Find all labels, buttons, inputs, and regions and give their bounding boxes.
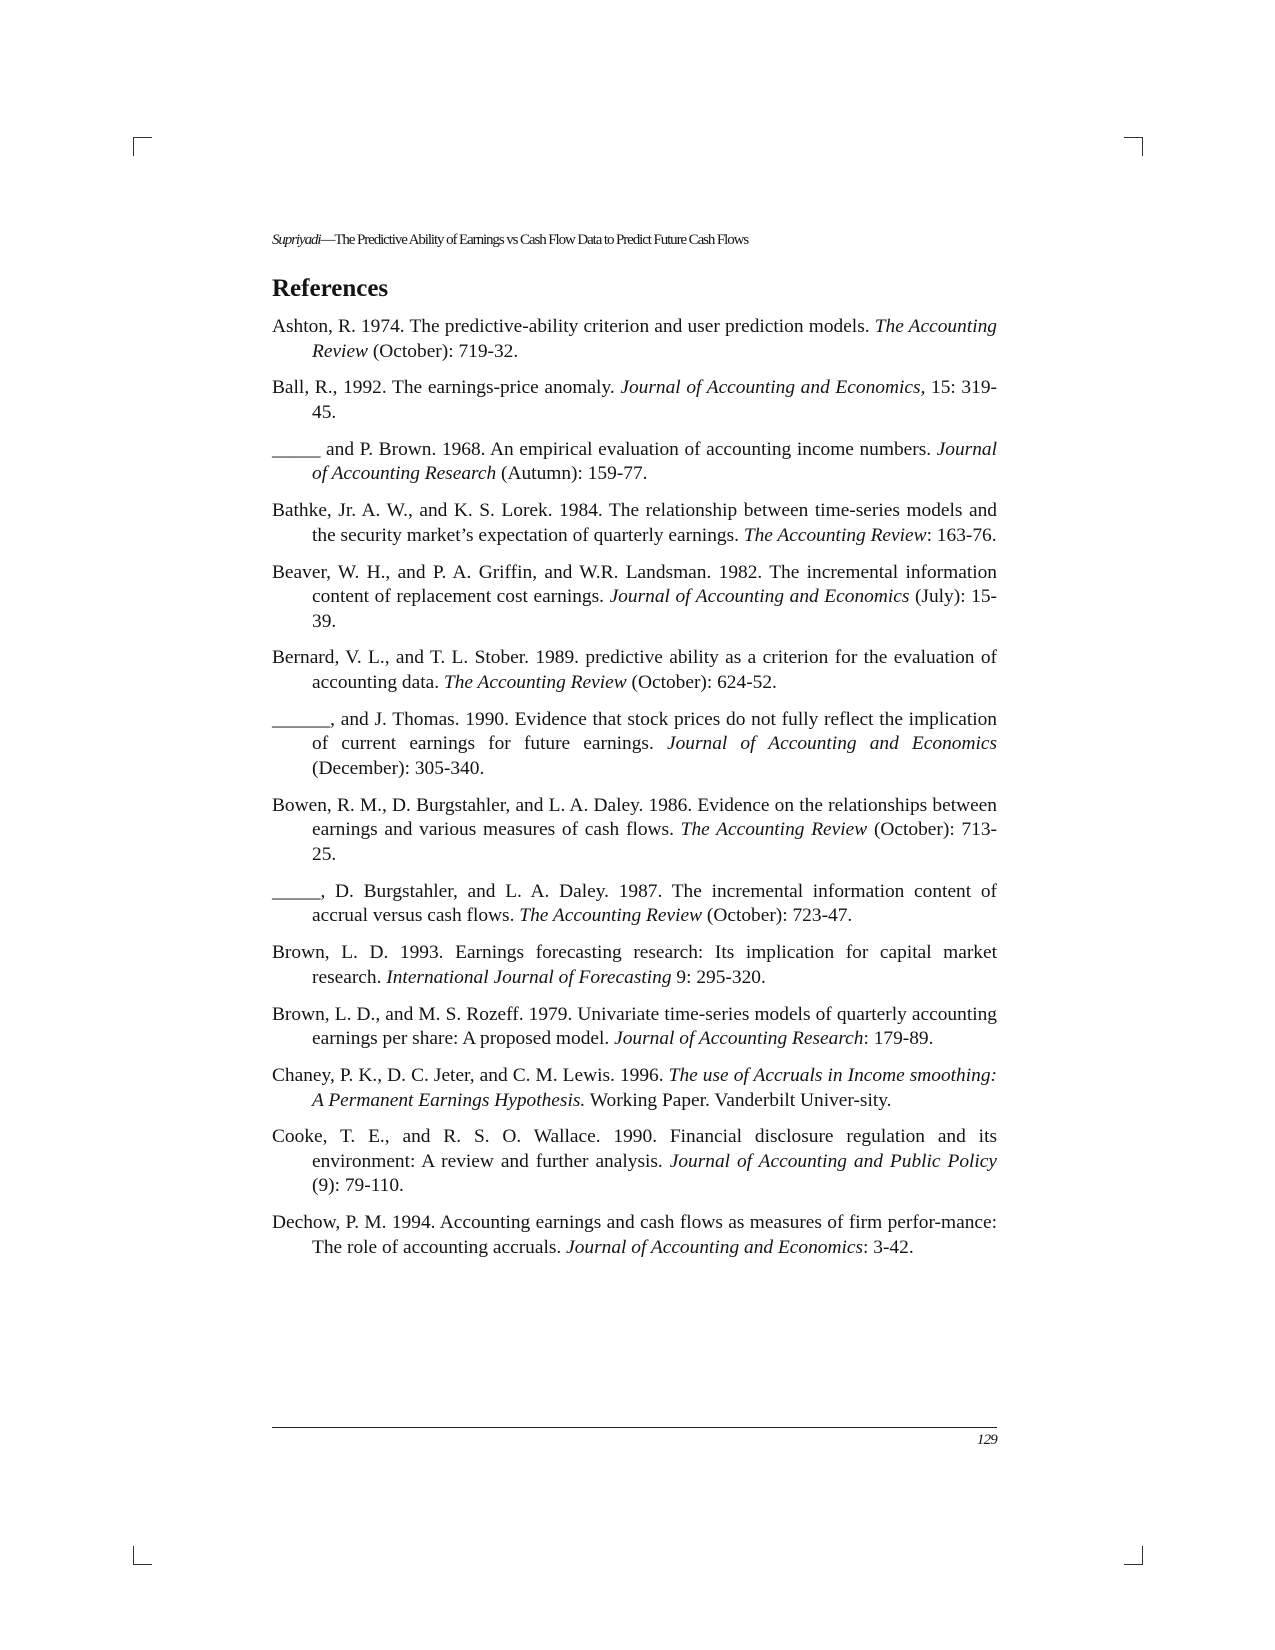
reference-entry bbox=[272, 1003, 997, 1052]
reference-entry bbox=[272, 646, 997, 695]
reference-source: Journal of Accounting and Economics bbox=[666, 733, 998, 755]
running-head-title: The Predictive Ability of Earnings vs Cash Flow Data to Predict Future Cash Flows bbox=[334, 232, 749, 248]
reference-entry bbox=[272, 561, 997, 635]
reference-text: (October): 723-47. bbox=[702, 905, 853, 927]
reference-text: (October): 624-52. bbox=[626, 672, 777, 694]
reference-source: The Accounting Review bbox=[743, 524, 927, 546]
reference-source: The Accounting Review bbox=[680, 819, 868, 841]
reference-list bbox=[272, 315, 997, 1273]
reference-source: Journal of Accounting Research bbox=[614, 1028, 864, 1050]
reference-entry bbox=[272, 708, 997, 782]
reference-text: Bathke, Jr. A. W., and K. S. Lorek. 1984. The relationship between time-series models and the security market’s expectation of quarterly earnings. bbox=[272, 500, 997, 546]
reference-text: Dechow, P. M. 1994. Accounting earnings and cash flows as measures of firm perfor-mance: The role of accounting accruals. bbox=[272, 1212, 997, 1258]
reference-text: (Autumn): 159-77. bbox=[496, 463, 648, 485]
reference-text: _____, D. Burgstahler, and L. A. Daley. 1987. The incremental information content of accrual versus cash flows. bbox=[272, 880, 997, 927]
reference-source: International Journal of Forecasting bbox=[386, 966, 672, 988]
reference-entry bbox=[272, 794, 997, 868]
reference-entry bbox=[272, 376, 997, 425]
reference-text: Working Paper. Vanderbilt Univer-sity. bbox=[585, 1089, 892, 1111]
reference-text: Bernard, V. L., and T. L. Stober. 1989. predictive ability as a criterion for the evaluation of accounting data. bbox=[272, 647, 997, 694]
reference-text: : 163-76. bbox=[926, 524, 997, 546]
crop-mark-top-right bbox=[1124, 137, 1143, 156]
reference-text: (9): 79-110. bbox=[312, 1175, 404, 1197]
reference-source: Journal of Accounting and Economics bbox=[609, 586, 910, 608]
reference-text: : 3-42. bbox=[863, 1236, 914, 1258]
reference-text: (July): 15-39. bbox=[312, 586, 997, 632]
reference-text: ______, and J. Thomas. 1990. Evidence that stock prices do not fully reflect the implication of current earnings for future earnings. bbox=[272, 708, 997, 755]
reference-text: : 179-89. bbox=[863, 1028, 934, 1050]
reference-entry bbox=[272, 438, 997, 487]
reference-entry bbox=[272, 1211, 997, 1260]
reference-text: Brown, L. D. 1993. Earnings forecasting research: Its implication for capital market research. bbox=[272, 942, 997, 988]
reference-text: (October): 719-32. bbox=[368, 340, 519, 362]
reference-text: Brown, L. D., and M. S. Rozeff. 1979. Univariate time-series models of quarterly accounting earnings per share: A proposed model. bbox=[272, 1003, 997, 1050]
reference-text: Chaney, P. K., D. C. Jeter, and C. M. Lewis. 1996. bbox=[272, 1064, 669, 1086]
reference-text: Cooke, T. E., and R. S. O. Wallace. 1990. Financial disclosure regulation and its environment: A review and further analysis. bbox=[272, 1126, 997, 1172]
reference-source: Journal of Accounting and Economics bbox=[566, 1236, 864, 1258]
reference-entry bbox=[272, 880, 997, 929]
reference-text: (October): 713-25. bbox=[312, 819, 997, 865]
crop-mark-top-left bbox=[133, 137, 152, 156]
reference-source: Journal of Accounting and Economics, bbox=[620, 377, 926, 399]
crop-mark-bottom-right bbox=[1124, 1546, 1143, 1565]
reference-source: The Accounting Review bbox=[312, 316, 997, 362]
reference-source: The Accounting Review bbox=[443, 672, 627, 694]
reference-entry bbox=[272, 1125, 997, 1199]
reference-text: 9: 295-320. bbox=[671, 966, 766, 988]
reference-text: Ball, R., 1992. The earnings-price anomaly. bbox=[272, 377, 621, 399]
reference-entry bbox=[272, 1064, 997, 1113]
running-head-author: Supriyadi bbox=[272, 232, 321, 248]
reference-source: The use of Accruals in Income smoothing: A Permanent Earnings Hypothesis. bbox=[312, 1064, 997, 1111]
reference-source: Journal of Accounting and Public Policy bbox=[669, 1150, 997, 1172]
reference-text: 15: 319-45. bbox=[312, 377, 997, 423]
reference-entry bbox=[272, 315, 997, 364]
page-number: 129 bbox=[976, 1432, 997, 1448]
reference-text: Bowen, R. M., D. Burgstahler, and L. A. Daley. 1986. Evidence on the relationships between earnings and various measures of cash flows. bbox=[272, 794, 997, 841]
reference-text: Beaver, W. H., and P. A. Griffin, and W.R. Landsman. 1982. The incremental information content of replacement cost earnings. bbox=[272, 561, 997, 608]
reference-entry bbox=[272, 941, 997, 990]
reference-source: Journal of Accounting Research bbox=[312, 438, 997, 485]
reference-text: _____ and P. Brown. 1968. An empirical evaluation of accounting income numbers. bbox=[272, 438, 937, 460]
reference-source: The Accounting Review bbox=[519, 905, 703, 927]
section-title: References bbox=[272, 275, 389, 302]
running-head bbox=[272, 230, 972, 250]
reference-text: (December): 305-340. bbox=[312, 758, 485, 780]
running-head-separator: — bbox=[320, 232, 335, 248]
footer-rule bbox=[272, 1427, 997, 1428]
reference-text: Ashton, R. 1974. The predictive-ability criterion and user prediction models. bbox=[272, 316, 875, 337]
reference-entry bbox=[272, 499, 997, 548]
crop-mark-bottom-left bbox=[133, 1546, 152, 1565]
